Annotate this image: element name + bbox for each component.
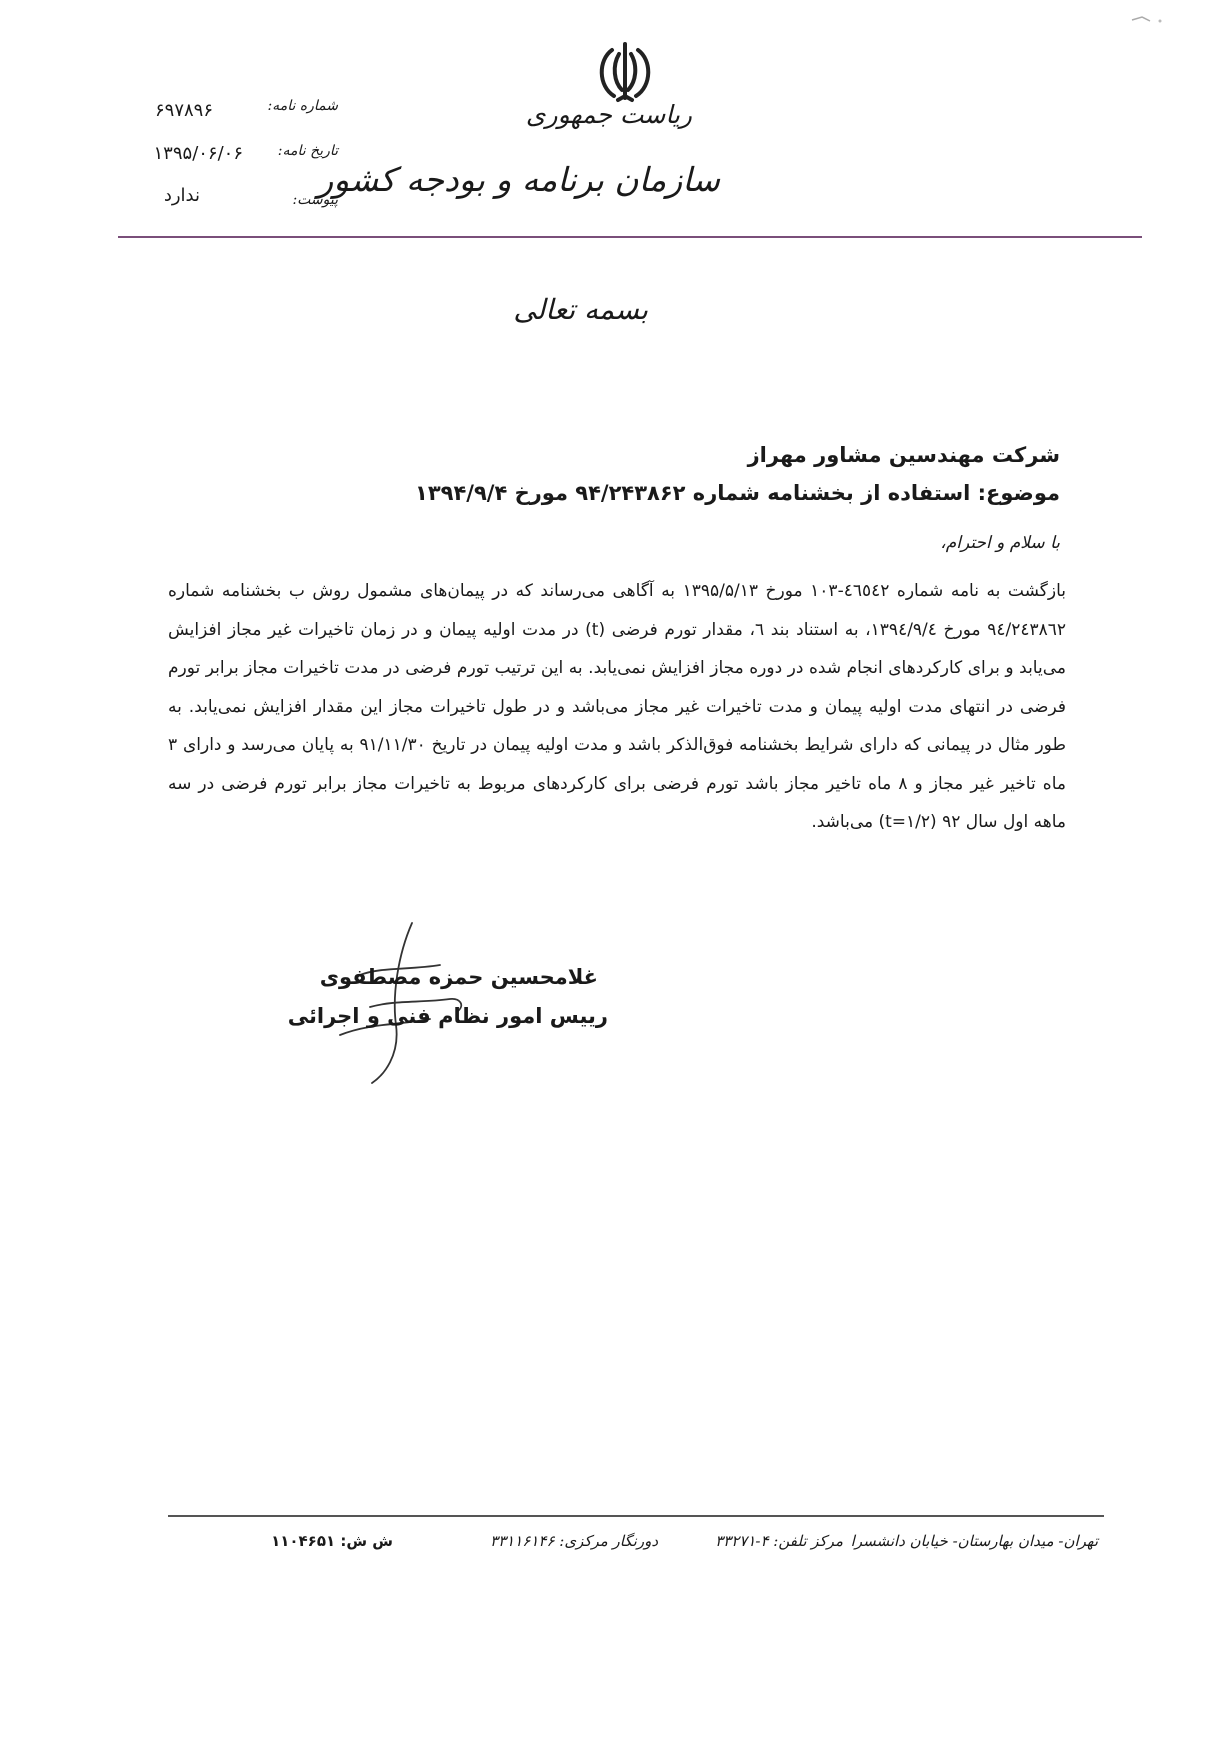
iran-emblem-icon [590,38,660,108]
greeting: با سلام و احترام، [940,533,1060,553]
letter-date-label: تاریخ نامه: [277,143,338,159]
letter-date-value: ۱۳۹۵/۰۶/۰۶ [153,143,243,164]
header-divider [118,236,1142,238]
footer-postal: ش ش: ۱۱۰۴۶۵۱ [271,1532,393,1550]
handwritten-signature-icon [300,915,520,1090]
scan-mark-icon [1128,12,1168,28]
org-line-budget-org: سازمان برنامه و بودجه کشور [317,160,720,199]
footer-phone: مرکز تلفن: ۴-۳۳۲۷۱ [715,1532,843,1550]
letter-number-label: شماره نامه: [267,98,338,114]
footer-divider [168,1515,1104,1517]
signatory-title: رییس امور نظام فنی و اجرائی [287,1004,608,1028]
signatory-name: غلامحسین حمزه مصطفوی [319,965,598,989]
org-line-presidency: ریاست جمهوری [525,100,692,129]
basmala: بسمه تعالی [513,293,648,326]
addressee: شرکت مهندسین مشاور مهراز [747,443,1060,467]
footer-address: تهران- میدان بهارستان- خیابان دانشسرا [850,1532,1098,1550]
footer-fax: دورنگار مرکزی: ۳۳۱۱۶۱۴۶ [490,1532,658,1550]
letter-body: بازگشت به نامه شماره ٤٦٥٤٢-١٠٣ مورخ ۱۳۹۵/۵/۱۳ به آگاهی می‌رساند که در پیمان‌های مشمول روش ب بخشنامه شماره ٩٤/٢٤٣٨٦٢ مورخ ١٣٩٤/٩/٤، به استناد بند ٦، مقدار تورم فرضی (t) در مدت اولیه پیمان و در زمان تاخیرات غیر مجاز افزایش می‌یابد و برای کارکردهای انجام شده در دوره مجاز افزایش نمی‌یابد. به این ترتیب تورم فرضی در مدت تاخیرات مجاز برابر تورم فرضی در انتهای مدت اولیه پیمان و مدت تاخیرات غیر مجاز می‌باشد و در طول تاخیرات مجاز این مقدار افزایش نمی‌یابد. به طور مثال در پیمانی که دارای شرایط بخشنامه فوق‌الذکر باشد و مدت اولیه پیمان در تاریخ ۹۱/۱۱/۳۰ به پایان می‌رسد و دارای ۳ ماه تاخیر غیر مجاز و ۸ ماه تاخیر مجاز باشد تورم فرضی برای کارکردهای مربوط به تاخیرات مجاز برابر تورم فرضی در سه ماهه اول سال ۹۲ (t=۱/۲) می‌باشد. [168,581,1067,832]
subject-line: موضوع: استفاده از بخشنامه شماره ۹۴/۲۴۳۸۶۲ مورخ ۱۳۹۴/۹/۴ [415,481,1060,505]
attachment-value: ندارد [163,185,200,206]
letter-number-value: ۶۹۷۸۹۶ [154,100,213,121]
attachment-label: پیوست: [292,192,338,208]
